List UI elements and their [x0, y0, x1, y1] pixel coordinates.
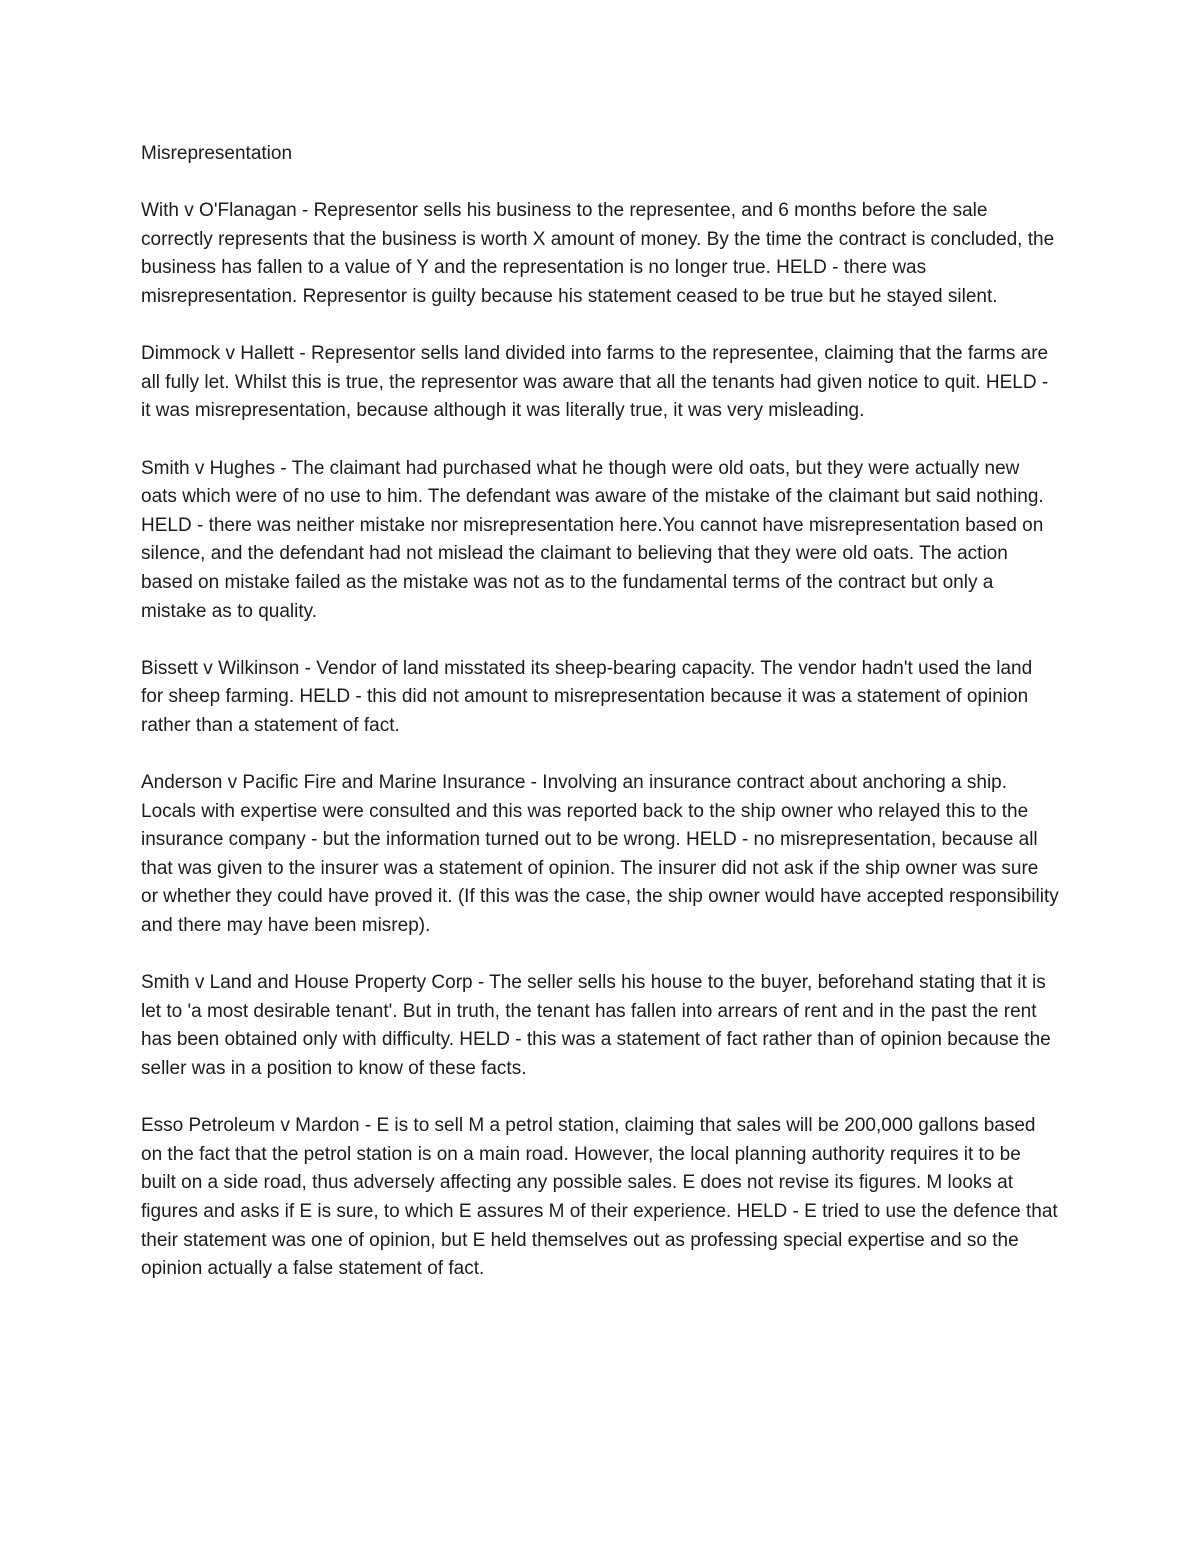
document-title: Misrepresentation	[141, 143, 293, 164]
case-paragraph-dimmock-v-hallett: Dimmock v Hallett - Representor sells land divided into farms to the representee, claiming that the farms are all fully let. Whilst this is true, the representor was aware that all the tenants had given notice to quit. HELD - it was misrepresentation, because although it was literally true, it was very misleading.	[141, 343, 1049, 422]
case-paragraph-with-v-oflanagan: With v O'Flanagan - Representor sells his business to the representee, and 6 months before the sale correctly represents that the business is worth X amount of money. By the time the contract is concluded, the business has fallen to a value of Y and the representation is no longer true. HELD - there was misrepresentation. Representor is guilty because his statement ceased to be true but he stayed silent.	[141, 200, 1055, 307]
case-paragraph-smith-v-hughes: Smith v Hughes - The claimant had purchased what he though were old oats, but they were actually new oats which were of no use to him. The defendant was aware of the mistake of the claimant but said nothing. HELD - there was neither mistake nor misrepresentation here.You cannot have misrepresentation based on silence, and the defendant had not mislead the claimant to believing that they were old oats. The action based on mistake failed as the mistake was not as to the fundamental terms of the contract but only a mistake as to quality.	[141, 457, 1044, 622]
case-paragraph-anderson-v-pacific-fire: Anderson v Pacific Fire and Marine Insurance - Involving an insurance contract about anchoring a ship. Locals with expertise were consulted and this was reported back to the ship owner who relayed this to the insurance company - but the information turned out to be wrong. HELD - no misrepresentation, because all that was given to the insurer was a statement of opinion. The insurer did not ask if the ship owner was sure or whether they could have proved it. (If this was the case, the ship owner would have accepted responsibility and there may have been misrep).	[141, 772, 1059, 937]
case-paragraph-esso-petroleum-v-mardon: Esso Petroleum v Mardon - E is to sell M a petrol station, claiming that sales will be 200,000 gallons based on the fact that the petrol station is on a main road. However, the local planning authority requires it to be built on a side road, thus adversely affecting any possible sales. E does not revise its figures. M looks at figures and asks if E is sure, to which E assures M of their experience. HELD - E tried to use the defence that their statement was one of opinion, but E held themselves out as professing special expertise and so the opinion actually a false statement of fact.	[141, 1115, 1058, 1280]
case-paragraph-bissett-v-wilkinson: Bissett v Wilkinson - Vendor of land misstated its sheep-bearing capacity. The vendor hadn't used the land for sheep farming. HELD - this did not amount to misrepresentation because it was a statement of opinion rather than a statement of fact.	[141, 657, 1033, 736]
case-paragraph-smith-v-land-and-house: Smith v Land and House Property Corp - The seller sells his house to the buyer, beforehand stating that it is let to 'a most desirable tenant'. But in truth, the tenant has fallen into arrears of rent and in the past the rent has been obtained only with difficulty. HELD - this was a statement of fact rather than of opinion because the seller was in a position to know of these facts.	[141, 972, 1051, 1079]
document-body	[141, 140, 1059, 1312]
